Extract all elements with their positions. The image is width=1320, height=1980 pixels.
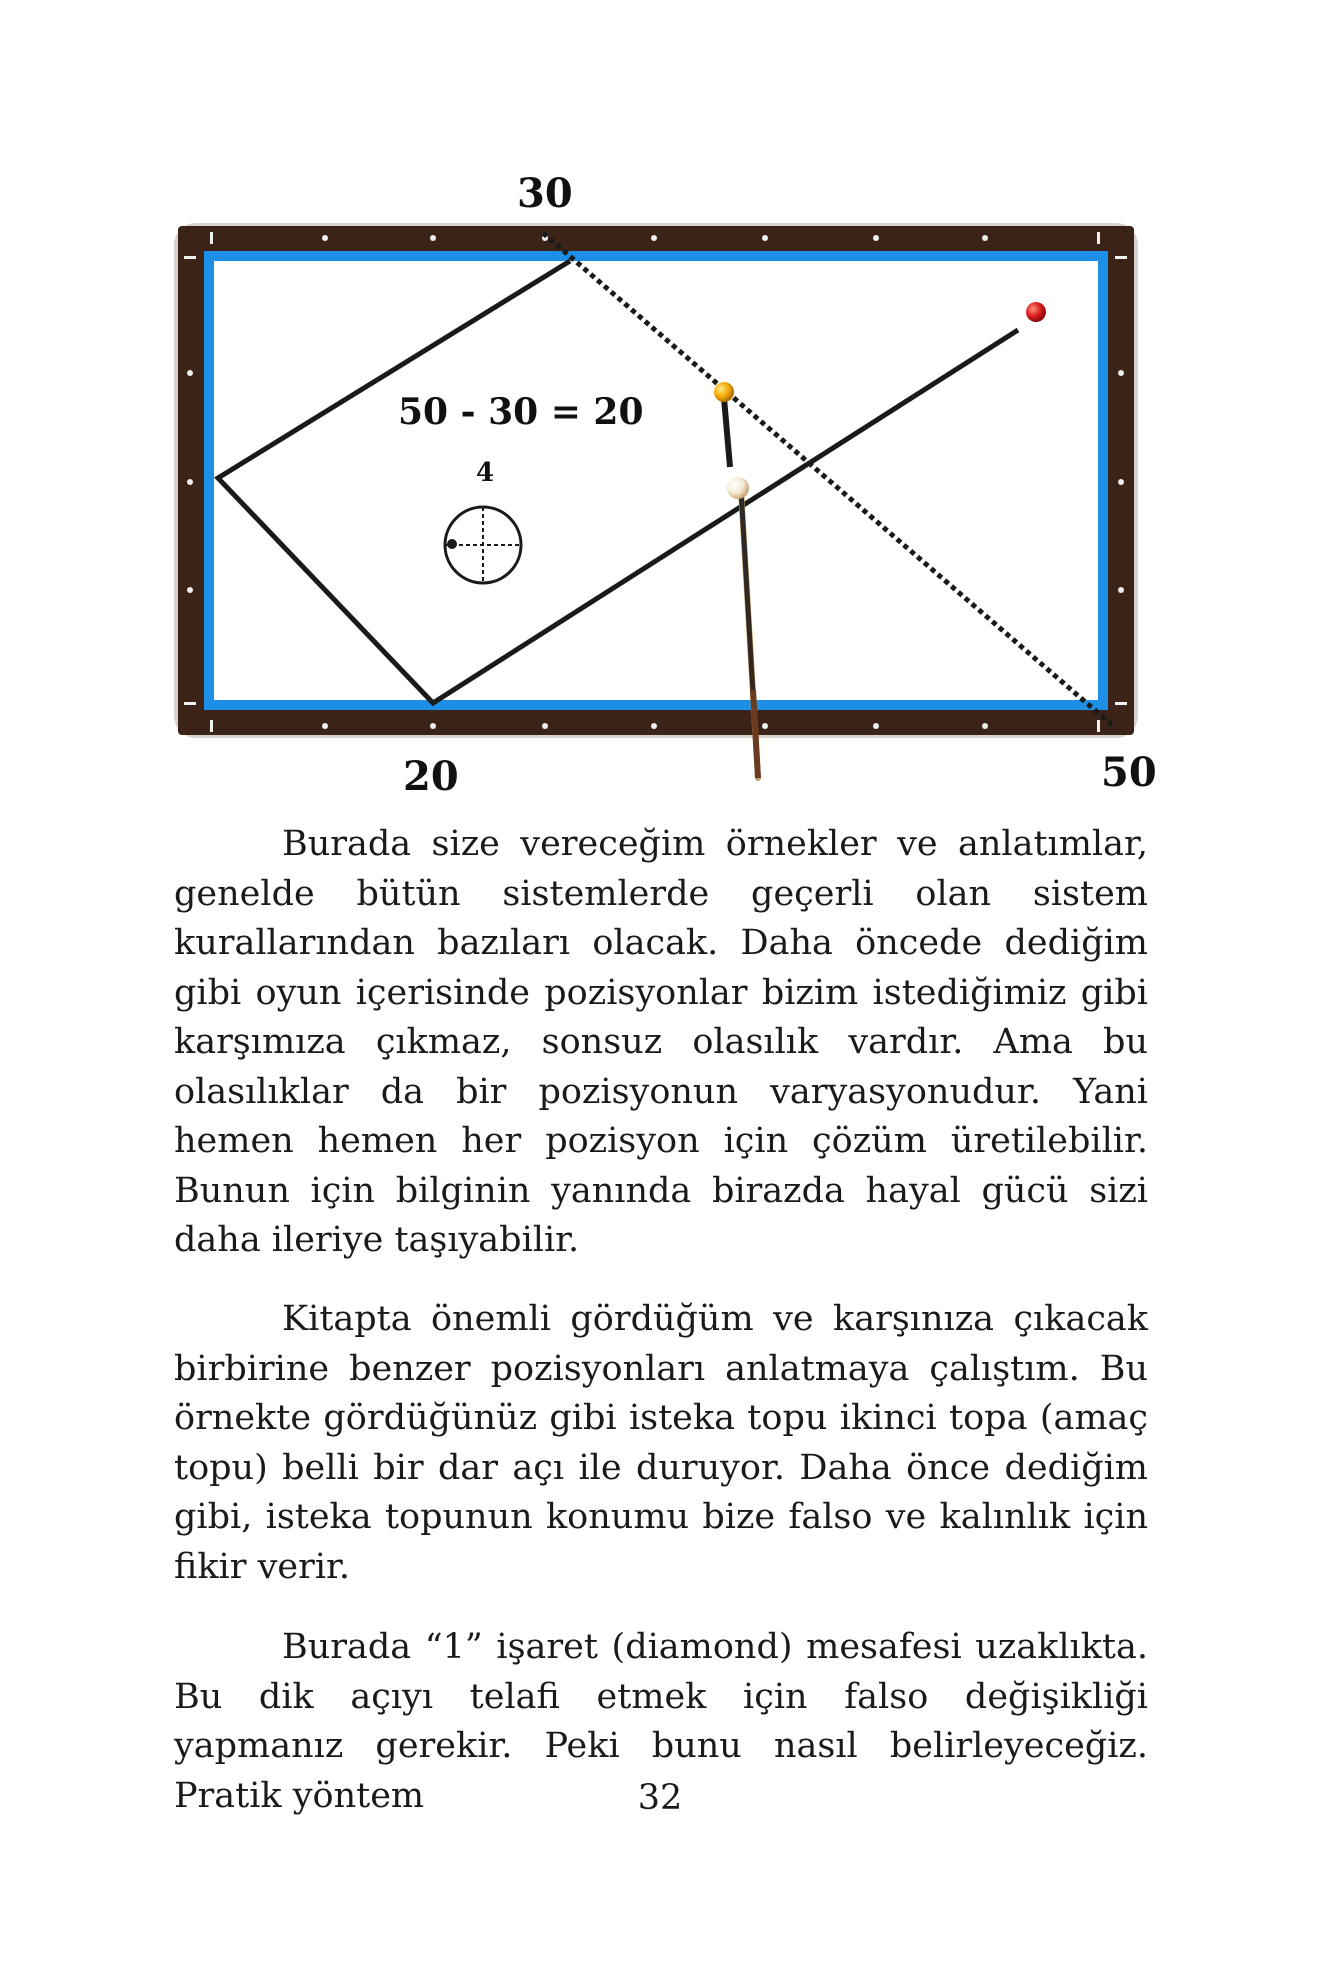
tip-point-dot bbox=[447, 539, 457, 549]
red-ball bbox=[1026, 302, 1046, 322]
paragraph-1 bbox=[174, 820, 1148, 1266]
page-number: 32 bbox=[637, 1778, 683, 1818]
paragraph-text: Burada size vereceğim örnekler ve anlatımlar, genelde bütün sistemlerde geçerli olan sistem kurallarından bazıları olacak. Daha öncede dediğim gibi oyun içerisinde pozisyonlar bizim istediğimiz gibi karşımıza çıkmaz, sonsuz olasılık vardır. Ama bu olasılıklar da bir pozisyonun varyasyonudur. Yani hemen hemen her pozisyon için çözüm üretilebilir. Bunun için bilginin yanında birazda hayal gücü sizi daha ileriye taşıyabilir. bbox=[174, 824, 1148, 1260]
paragraph-text: Burada “1” işaret (diamond) mesafesi uzaklıkta. Bu dik açıyı telafi etmek için falso değişikliği yapmanız gerekir. Peki bunu nasıl belirleyeceğiz. Pratik yöntem bbox=[174, 1627, 1148, 1816]
cue-ball-white bbox=[727, 477, 749, 499]
tip-number-label: 4 bbox=[476, 458, 495, 488]
table-cloth bbox=[214, 261, 1098, 700]
paragraph-text: Kitapta önemli gördüğüm ve karşınıza çıkacak birbirine benzer pozisyonları anlatmaya çalıştım. Bu örnekte gördüğünüz gibi isteka topu ikinci topa (amaç topu) belli bir dar açı ile duruyor. Daha önce dediğim gibi, isteka topunun konumu bize falso ve kalınlık için fikir verir. bbox=[174, 1299, 1148, 1587]
label-top-30: 30 bbox=[517, 170, 573, 217]
table bbox=[174, 223, 1138, 738]
yellow-ball bbox=[714, 382, 734, 402]
formula-label: 50 - 30 = 20 bbox=[398, 391, 644, 433]
label-bottom-left-20: 20 bbox=[403, 753, 459, 800]
paragraph-2 bbox=[174, 1295, 1148, 1592]
english-indicator bbox=[445, 507, 521, 583]
billiard-diagram bbox=[0, 0, 1320, 820]
label-bottom-right-50: 50 bbox=[1101, 749, 1157, 796]
